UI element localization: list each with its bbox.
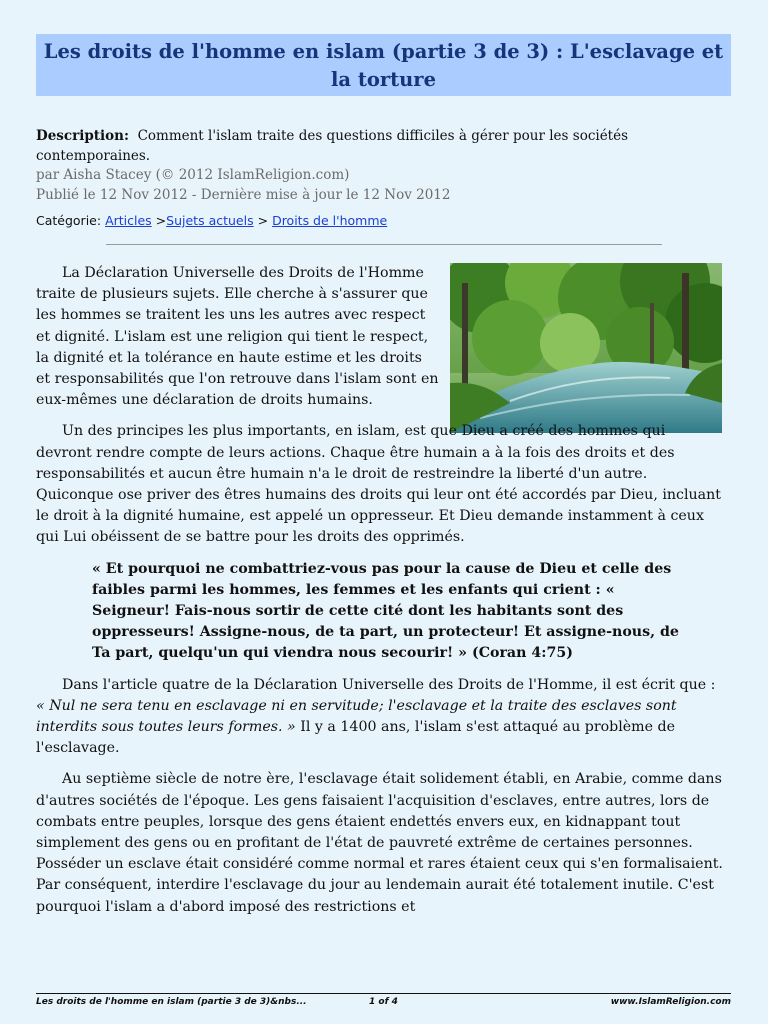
published-line: Publié le 12 Nov 2012 - Dernière mise à jour le 12 Nov 2012: [36, 186, 451, 203]
page-title: Les droits de l'homme en islam (partie 3 de 3) : L'esclavage et la torture: [43, 40, 724, 91]
page-number: 1 of 4: [369, 997, 398, 1007]
divider: [106, 244, 662, 245]
page-footer: [36, 993, 731, 1007]
breadcrumb-sujets-actuels[interactable]: Sujets actuels: [166, 213, 254, 228]
paragraph: Au septième siècle de notre ère, l'esclavage était solidement établi, en Arabie, comme dans d'autres sociétés de l'époque. Les gens faisaient l'acquisition d'esclaves, entre autres, lors de combats entre peuples, lorsque des gens étaient endettés envers eux, en kidnappant tout simplement des gens ou en profitant de l'état de pauvreté extrême de certaines personnes. Posséder un esclave était considéré comme normal et rares étaient ceux qui s'en formalisaient. Par conséquent, interdire l'esclavage du jour au lendemain aurait été totalement inutile. C'est pourquoi l'islam a d'abord imposé des restrictions et: [36, 771, 723, 915]
title-banner: [36, 34, 731, 96]
breadcrumb-separator: >: [257, 213, 269, 228]
breadcrumb-articles[interactable]: Articles: [105, 213, 152, 228]
article-meta: [36, 127, 736, 205]
footer-site: www.IslamReligion.com: [610, 997, 731, 1007]
article-body: [36, 263, 724, 928]
paragraph: La Déclaration Universelle des Droits de l'Homme traite de plusieurs sujets. Elle cherche à s'assurer que les hommes se traitent les uns les autres avec respect et dignité. L'islam est une religion qui tient le respect, la dignité et la tolérance en haute estime et les droits et responsabilités que l'on retrouve dans l'islam sont en eux-mêmes une déclaration de droits humains.: [36, 265, 439, 409]
breadcrumb-separator: >: [155, 213, 167, 228]
paragraph: [36, 675, 724, 760]
description-label: Description:: [36, 128, 129, 144]
description: [36, 127, 736, 166]
category-label: Catégorie:: [36, 213, 102, 228]
breadcrumb: [36, 212, 736, 230]
paragraph-outro: Il y a 1400 ans, l'islam s'est attaqué au problème de l'esclavage.: [36, 719, 675, 757]
paragraph-intro: Dans l'article quatre de la Déclaration Universelle des Droits de l'Homme, il est écrit que :: [62, 676, 716, 693]
author-line: par Aisha Stacey (© 2012 IslamReligion.com): [36, 167, 350, 183]
declaration-citation: « Nul ne sera tenu en esclavage ni en servitude; l'esclavage et la traite des esclaves sont interdits sous toutes leurs formes. »: [36, 697, 677, 736]
breadcrumb-droits-homme[interactable]: Droits de l'homme: [272, 213, 388, 228]
footer-title: Les droits de l'homme en islam (partie 3 de 3)&nbs...: [36, 997, 307, 1007]
paragraph: Un des principes les plus importants, en islam, est que Dieu a créé des hommes qui devront rendre compte de leurs actions. Chaque être humain a à la fois des droits et des responsabilités et aucun être humain n'a le droit de restreindre la liberté d'un autre. Quiconque ose priver des êtres humains des droits qui leur ont été accordés par Dieu, incluant le droit à la dignité humaine, est appelé un oppresseur. Et Dieu demande instamment à ceux qui Lui obéissent de se battre pour les droits des opprimés.: [36, 423, 721, 546]
description-text: Comment l'islam traite des questions difficiles à gérer pour les sociétés contemporaines.: [36, 128, 629, 164]
coran-quote: « Et pourquoi ne combattriez-vous pas pour la cause de Dieu et celle des faibles parmi les hommes, les femmes et les enfants qui crient : « Seigneur! Fais-nous sortir de cette cité dont les habitants sont des oppresseurs! Assigne-nous, de ta part, un protecteur! Et assigne-nous, de Ta part, quelqu'un qui viendra nous secourir! » (Coran 4:75): [92, 560, 679, 662]
